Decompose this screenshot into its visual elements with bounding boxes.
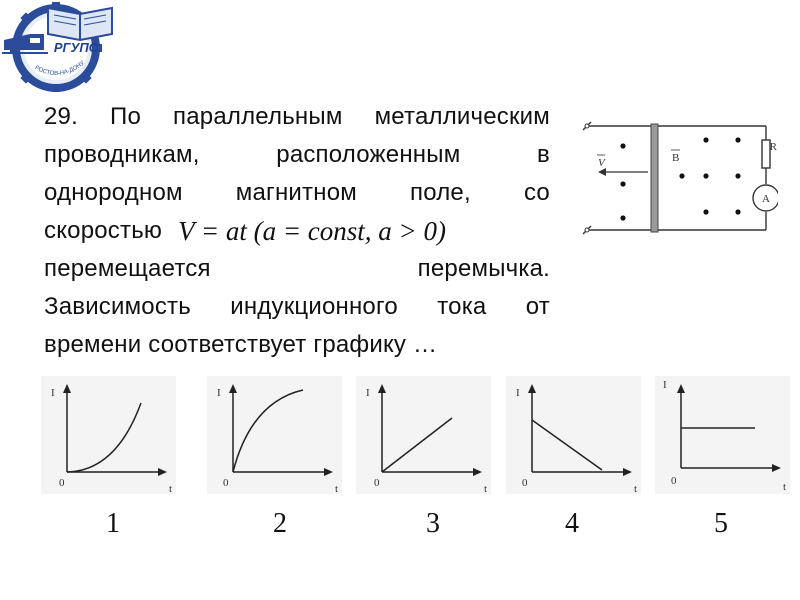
velocity-formula: V = at (a = const, a > 0): [178, 216, 446, 246]
question-word: со: [523, 179, 550, 206]
axis-x-label: t: [169, 483, 173, 494]
graph-number-1: 1: [106, 508, 120, 539]
axis-x-label: t: [484, 483, 488, 494]
origin-label: 0: [223, 477, 229, 489]
question-word: тока: [437, 293, 487, 320]
question-word: металлическим: [374, 103, 550, 130]
question-line-7: [44, 326, 550, 364]
axis-y-label: I: [663, 379, 667, 391]
question-word: магнитном: [235, 179, 357, 206]
axis-x-label: t: [335, 483, 339, 494]
velocity-arrowhead: [598, 168, 606, 176]
terminal: [585, 124, 589, 128]
graph-4: [506, 376, 641, 494]
question-word: перемычка.: [417, 255, 550, 282]
field-label: B: [672, 152, 680, 164]
axis-y-label: I: [51, 387, 55, 399]
graph-5: [655, 376, 790, 494]
axis-x-label: t: [783, 481, 787, 493]
origin-label: 0: [671, 475, 677, 487]
question-word: индукционного: [230, 293, 398, 320]
question-word: времени соответствует графику …: [44, 331, 438, 358]
logo-text: РГУПС: [53, 40, 99, 55]
question-word: 29.: [44, 103, 78, 130]
question-word: в: [537, 141, 550, 168]
logo-subtext: РОСТОВ-НА-ДОНУ: [33, 60, 86, 78]
graph-number-5: 5: [714, 508, 728, 539]
sliding-bar: [651, 124, 658, 232]
graph-3: [356, 376, 491, 494]
question-word: Зависимость: [44, 293, 191, 320]
university-logo: [0, 0, 120, 92]
question-text: [44, 98, 550, 364]
question-line-3: [44, 174, 550, 212]
ammeter-label: A: [762, 193, 770, 205]
question-word: перемещается: [44, 255, 211, 282]
graph-number-2: 2: [273, 508, 287, 539]
axis-y-label: I: [366, 387, 370, 399]
field-dots: [620, 137, 740, 220]
question-word: скоростью: [44, 217, 163, 244]
origin-label: 0: [374, 477, 380, 489]
graph-number-4: 4: [565, 508, 579, 539]
origin-label: 0: [59, 477, 65, 489]
question-word: поле,: [410, 179, 471, 206]
velocity-label: V: [598, 157, 605, 169]
resistor-label: R: [769, 141, 777, 153]
graph-1: [41, 376, 176, 494]
question-word: параллельным: [173, 103, 343, 130]
question-line-5: [44, 250, 550, 288]
origin-label: 0: [522, 477, 528, 489]
question-line-6: [44, 288, 550, 326]
circuit-diagram: [578, 116, 778, 246]
axis-x-label: t: [634, 483, 638, 494]
question-word: расположенным: [276, 141, 461, 168]
question-word: однородном: [44, 179, 183, 206]
terminal: [585, 228, 589, 232]
question-word: от: [525, 293, 550, 320]
axis-y-label: I: [217, 387, 221, 399]
question-line-2: [44, 136, 550, 174]
axis-y-label: I: [516, 387, 520, 399]
question-line-4: [44, 212, 550, 250]
graph-2: [207, 376, 342, 494]
question-word: По: [110, 103, 141, 130]
question-word: проводникам,: [44, 141, 200, 168]
graph-number-3: 3: [426, 508, 440, 539]
question-line-1: [44, 98, 550, 136]
